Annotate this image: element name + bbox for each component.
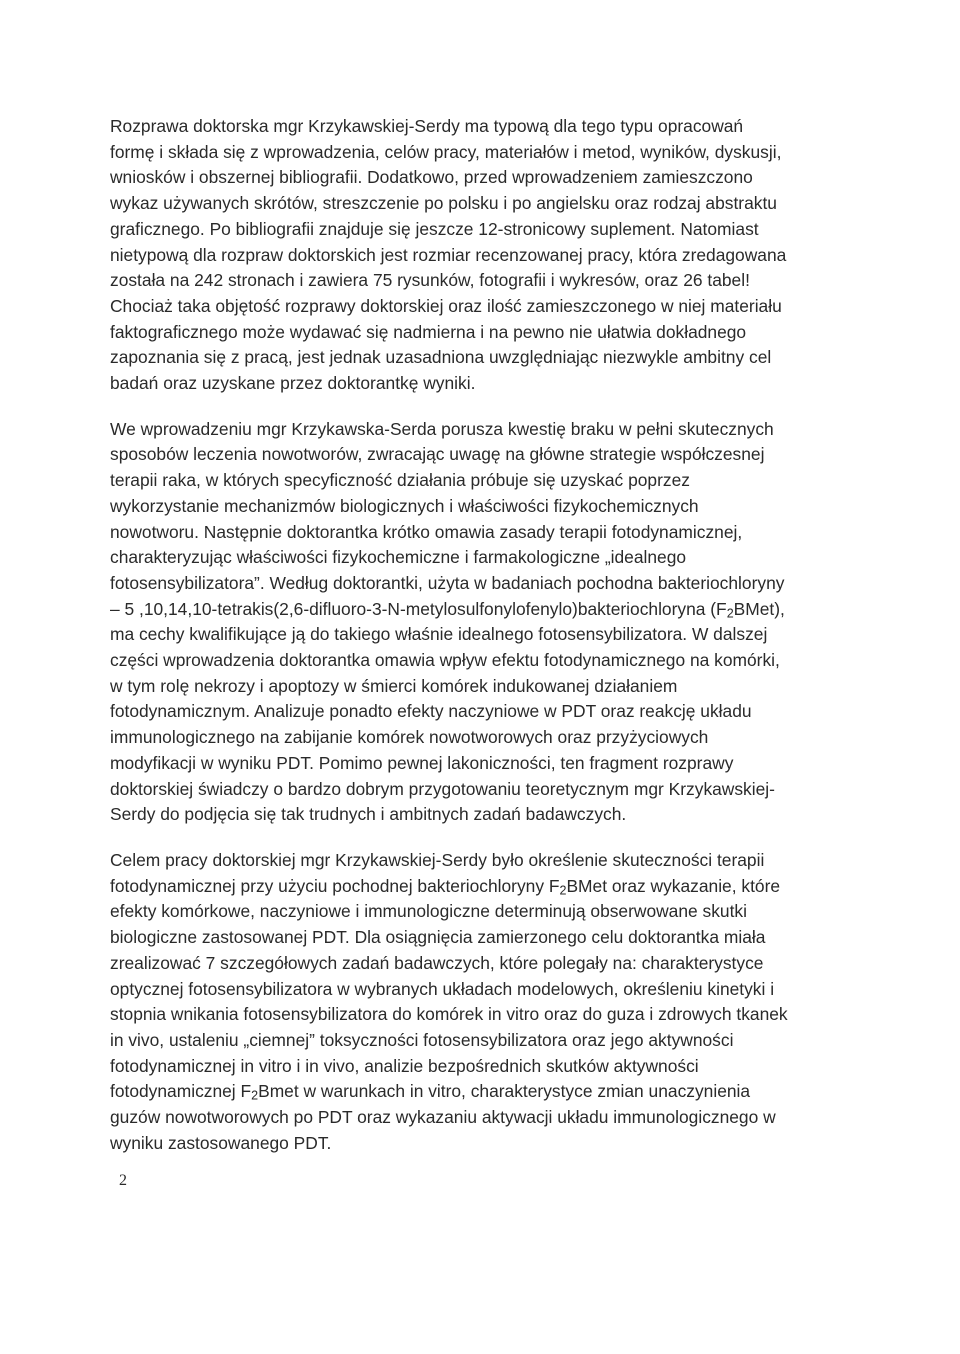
text-segment: BMet oraz wykazanie, które [566, 875, 781, 896]
text-line [110, 468, 870, 494]
text-segment: ma cechy kwalifikujące ją do takiego właśnie idealnego fotosensybilizatora. W dalszej [110, 624, 768, 645]
paragraph-2 [110, 417, 870, 828]
text-segment: została na 242 stronach i zawiera 75 rysunków, fotografii i wykresów, oraz 26 tabel! [110, 270, 750, 291]
text-line [110, 597, 870, 623]
text-line [110, 977, 870, 1003]
text-line [110, 345, 870, 371]
text-segment: We wprowadzeniu mgr Krzykawska-Serda porusza kwestię braku w pełni skutecznych [110, 418, 774, 439]
text-segment: terapii raka, w których specyficzność działania próbuje się uzyskać poprzez [110, 470, 690, 491]
text-line [110, 802, 870, 828]
text-line [110, 925, 870, 951]
text-segment: immunologicznego na zabijanie komórek nowotworowych oraz przyżyciowych [110, 727, 709, 748]
text-line [110, 571, 870, 597]
text-segment: doktorskiej świadczy o bardzo dobrym przygotowaniu teoretycznym mgr Krzykawskiej- [110, 778, 775, 799]
text-segment: efekty komórkowe, naczyniowe i immunologiczne determinują obserwowane skutki [110, 901, 747, 922]
text-line [110, 648, 870, 674]
text-line [110, 442, 870, 468]
subscript: 2 [726, 606, 734, 621]
text-line [110, 951, 870, 977]
text-line [110, 494, 870, 520]
text-segment: nowotworu. Następnie doktorantka krótko omawia zasady terapii fotodynamicznej, [110, 521, 743, 542]
text-line [110, 217, 870, 243]
text-line [110, 1054, 870, 1080]
text-segment: wyniku zastosowanego PDT. [110, 1132, 332, 1153]
text-line [110, 725, 870, 751]
text-line [110, 1105, 870, 1131]
text-line [110, 622, 870, 648]
paragraph-1 [110, 114, 870, 397]
text-segment: faktograficznego może wydawać się nadmierna i na pewno nie ułatwia dokładnego [110, 321, 747, 342]
text-segment: optycznej fotosensybilizatora w wybranych układach modelowych, określeniu kinetyki i [110, 978, 775, 999]
text-line [110, 545, 870, 571]
text-line [110, 674, 870, 700]
text-line [110, 751, 870, 777]
text-line [110, 520, 870, 546]
text-segment: zrealizować 7 szczegółowych zadań badawczych, które polegały na: charakterystyce [110, 952, 764, 973]
text-line [110, 1002, 870, 1028]
text-segment: fotodynamicznej in vitro i in vivo, analizie bezpośrednich skutków aktywności [110, 1055, 699, 1076]
text-line [110, 114, 870, 140]
text-line [110, 294, 870, 320]
text-line [110, 320, 870, 346]
text-line [110, 165, 870, 191]
text-line [110, 1131, 870, 1157]
text-line [110, 777, 870, 803]
text-segment: biologiczne zastosowanej PDT. Dla osiągnięcia zamierzonego celu doktorantka miała [110, 927, 766, 948]
text-segment: stopnia wnikania fotosensybilizatora do komórek in vitro oraz do guza i zdrowych tkanek [110, 1004, 788, 1025]
text-segment: fotodynamicznej F [110, 1081, 252, 1102]
text-segment: Serdy do podjęcia się tak trudnych i ambitnych zadań badawczych. [110, 804, 627, 825]
subscript: 2 [559, 883, 567, 898]
text-segment: Celem pracy doktorskiej mgr Krzykawskiej-Serdy było określenie skuteczności terapii [110, 849, 765, 870]
text-segment: Bmet w warunkach in vitro, charakterystyce zmian unaczynienia [258, 1081, 751, 1102]
page-number: 2 [119, 1172, 127, 1189]
text-segment: nietypową dla rozpraw doktorskich jest rozmiar recenzowanej pracy, która zredagowana [110, 244, 787, 265]
paragraph-3 [110, 848, 870, 1156]
text-line [110, 243, 870, 269]
text-segment: graficznego. Po bibliografii znajduje się jeszcze 12-stronicowy suplement. Natomiast [110, 218, 759, 239]
text-segment: – 5 ,10,14,10-tetrakis(2,6-difluoro-3-N-metylosulfonylofenylo)bakteriochloryna (F [110, 598, 727, 619]
text-segment: w tym rolę nekrozy i apoptozy w śmierci komórek indukowanej działaniem [110, 675, 678, 696]
text-segment: części wprowadzenia doktorantka omawia wpływ efektu fotodynamicznego na komórki, [110, 650, 780, 671]
text-line [110, 699, 870, 725]
text-line [110, 191, 870, 217]
text-segment: charakteryzując właściwości fizykochemiczne i farmakologiczne „idealnego [110, 547, 687, 568]
text-line [110, 848, 870, 874]
subscript: 2 [251, 1088, 259, 1103]
text-segment: wykorzystanie mechanizmów biologicznych i właściwości fizykochemicznych [110, 495, 699, 516]
text-line [110, 1028, 870, 1054]
text-segment: fotodynamicznej przy użyciu pochodnej bakteriochloryny F [110, 875, 560, 896]
text-line [110, 1079, 870, 1105]
text-line [110, 874, 870, 900]
text-segment: fotosensybilizatora”. Według doktorantki, użyta w badaniach pochodna bakteriochloryny [110, 572, 785, 593]
text-segment: wniosków i obszernej bibliografii. Dodatkowo, przed wprowadzeniem zamieszczono [110, 167, 753, 188]
text-line [110, 268, 870, 294]
text-segment: fotodynamicznym. Analizuje ponadto efekty naczyniowe w PDT oraz reakcję układu [110, 701, 752, 722]
text-line [110, 140, 870, 166]
text-line [110, 899, 870, 925]
text-segment: zapoznania się z pracą, jest jednak uzasadniona uwzględniając niezwykle ambitny cel [110, 347, 772, 368]
text-segment: guzów nowotworowych po PDT oraz wykazaniu aktywacji układu immunologicznego w [110, 1107, 776, 1128]
text-segment: BMet), [733, 598, 785, 619]
text-line [110, 417, 870, 443]
text-segment: wykaz używanych skrótów, streszczenie po polsku i po angielsku oraz rodzaj abstraktu [110, 193, 777, 214]
text-segment: formę i składa się z wprowadzenia, celów pracy, materiałów i metod, wyników, dyskusji, [110, 141, 782, 162]
text-line [110, 371, 870, 397]
text-segment: Rozprawa doktorska mgr Krzykawskiej-Serdy ma typową dla tego typu opracowań [110, 116, 744, 136]
text-segment: sposobów leczenia nowotworów, zwracając uwagę na główne strategie współczesnej [110, 444, 765, 465]
text-segment: modyfikacji w wyniku PDT. Pomimo pewnej lakoniczności, ten fragment rozprawy [110, 752, 734, 773]
body-text [110, 114, 870, 1156]
text-segment: in vivo, ustaleniu „ciemnej” toksyczności fotosensybilizatora oraz jego aktywności [110, 1029, 734, 1050]
text-segment: badań oraz uzyskane przez doktorantkę wyniki. [110, 373, 476, 394]
text-segment: Chociaż taka objętość rozprawy doktorskiej oraz ilość zamieszczonego w niej materiału [110, 295, 782, 316]
